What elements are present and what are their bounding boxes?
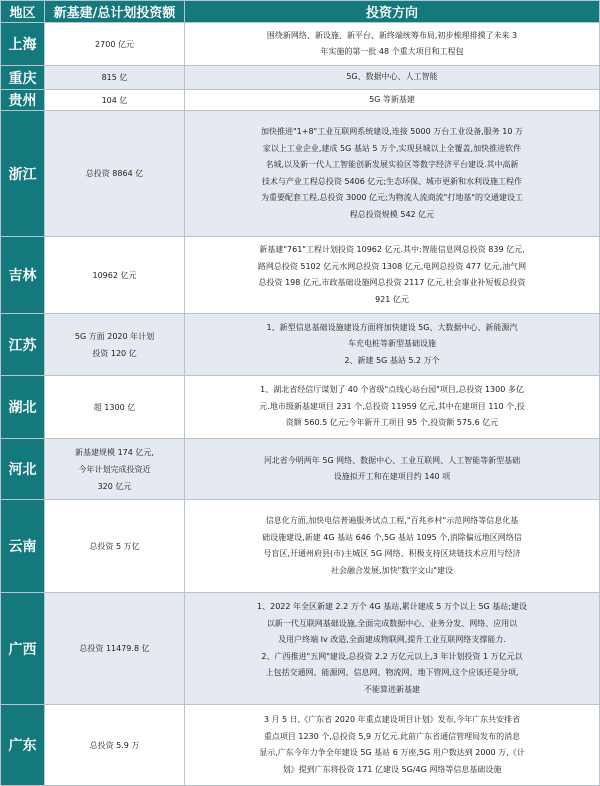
investment-direction-line: 号盲区,开通州府县(市)主城区 5G 网络、积极支持区块链技术应用与经济 (263, 549, 521, 558)
total-investment-line: 815 亿 (101, 73, 128, 82)
investment-direction-line: 不能算进新基建 (364, 684, 420, 694)
investment-direction-line: 2、新建 5G 基站 5.2 万个 (344, 355, 440, 365)
total-investment-cell (45, 90, 185, 111)
investment-direction-line: 1、2022 年全区新建 2.2 万个 4G 基站,累计建成 5 万个以上 5G 基站;建设 (257, 602, 527, 611)
total-investment-line: 320 亿元 (97, 481, 132, 491)
table-row (1, 111, 600, 237)
total-investment-cell (45, 23, 185, 66)
investment-direction-line: 路网总投资 5102 亿元水网总投资 1308 亿元,电网总投资 477 亿元,油气网 (257, 261, 527, 271)
total-investment-line: 超 1300 亿 (93, 402, 136, 412)
table-row (1, 593, 600, 705)
table-row (1, 705, 600, 786)
header-total-investment: 新基建/总计划投资额 (45, 1, 185, 23)
total-investment-line: 总投资 11479.8 亿 (79, 644, 150, 653)
investment-direction-cell (185, 593, 600, 705)
investment-direction-line: 重点项目 1230 个,总投资 5,9 万亿元.此前广东省通信管理局发布的消息 (263, 731, 521, 741)
investment-direction-line: 河北省今明两年 5G 网络、数据中心、工业互联网、人工智能等新型基础 (263, 455, 521, 465)
investment-direction-line: 设施拟开工和在建项目约 140 项 (333, 472, 451, 481)
region-cell: 重庆 (1, 66, 45, 90)
region-cell: 贵州 (1, 90, 45, 111)
table-row (1, 314, 600, 376)
region-cell: 河北 (1, 439, 45, 500)
investment-direction-line: 3 月 5 日,《广东省 2020 年重点建设项目计划》发布,今年广东共安排省 (263, 715, 521, 724)
investment-direction-line: 划》提到广东将投资 171 亿建设 5G/4G 网络等信息基础设施 (282, 764, 502, 774)
region-cell: 湖北 (1, 376, 45, 439)
total-investment-line: 104 亿 (101, 95, 128, 105)
investment-direction-cell (185, 90, 600, 111)
table-row (1, 90, 600, 111)
total-investment-cell (45, 111, 185, 237)
investment-direction-cell (185, 705, 600, 786)
investment-direction-cell (185, 376, 600, 439)
investment-direction-cell (185, 66, 600, 90)
investment-direction-line: 为重要配套工程,总投资 3000 亿元;为物流人流商流"打地基"的交通建设工 (260, 193, 524, 202)
total-investment-cell (45, 66, 185, 90)
total-investment-line: 投资 120 亿 (92, 348, 137, 358)
investment-direction-line: 资额 560.5 亿元;今年新开工项目 95 个,投资额 575.6 亿元 (285, 418, 499, 428)
investment-direction-cell (185, 23, 600, 66)
table-row (1, 237, 600, 314)
table-header-row (1, 1, 600, 23)
total-investment-line: 总投资 5.9 万 (89, 740, 140, 750)
investment-direction-cell (185, 237, 600, 314)
investment-direction-line: 年实施的第一批 48 个重大项目和工程包 (320, 47, 464, 56)
region-cell: 广西 (1, 593, 45, 705)
investment-direction-line: 程总投资规模 542 亿元 (349, 209, 435, 219)
total-investment-line: 5G 方面 2020 年计划 (74, 331, 155, 341)
total-investment-line: 10962 亿元 (92, 270, 137, 280)
total-investment-cell (45, 376, 185, 439)
total-investment-line: 总投资 8864 亿 (85, 169, 144, 178)
total-investment-cell (45, 314, 185, 376)
investment-direction-cell (185, 111, 600, 237)
investment-direction-line: 以新一代互联网基础设施,全面完成数据中心、业务分发、网络、应用以 (266, 618, 518, 628)
region-cell: 广东 (1, 705, 45, 786)
investment-direction-line: 础设施建设,新建 4G 基站 646 个,5G 基站 1095 个,消除偏远地区网络信 (262, 532, 522, 542)
investment-direction-line: 921 亿元 (375, 294, 409, 304)
investment-direction-cell (185, 500, 600, 593)
total-investment-line: 总投资 5 万亿 (89, 541, 140, 551)
total-investment-cell (45, 500, 185, 593)
region-cell: 云南 (1, 500, 45, 593)
investment-direction-line: 新基建"761"工程计划投资 10962 亿元.其中:智能信息网总投资 839 亿元, (259, 245, 525, 254)
total-investment-cell (45, 593, 185, 705)
investment-direction-line: 显示,广东今年力争全年建设 5G 基站 6 万座,5G 用户数达到 2000 万,《计 (259, 748, 525, 757)
table-row (1, 500, 600, 593)
investment-direction-line: 技术与产业工程总投资 5406 亿元;生态环保、城市更新和水利设施工程作 (261, 176, 523, 186)
table-row (1, 66, 600, 90)
investment-direction-line: 5G 等新基建 (369, 94, 415, 104)
region-cell: 浙江 (1, 111, 45, 237)
table-row (1, 439, 600, 500)
region-cell: 江苏 (1, 314, 45, 376)
table-row (1, 376, 600, 439)
investment-direction-cell (185, 439, 600, 500)
investment-direction-line: 围绕新网络、新设施、新平台、新终端统筹布局,初步梳理排摸了未来 3 (266, 30, 518, 40)
investment-direction-line: 2、广西推进"五网"建设,总投资 2.2 万亿元以上,3 年计划投资 1 万亿元以 (261, 651, 523, 661)
total-investment-line: 新基建规模 174 亿元, (75, 447, 154, 457)
investment-direction-line: 1、新型信息基础设施建设方面将加快建设 5G、大数据中心、新能源汽 (266, 322, 518, 332)
total-investment-line: 2700 亿元 (95, 39, 134, 49)
investment-direction-line: 上包括交通网、能源网、信息网、物流网、地下管网,这个应该还是分项, (265, 668, 519, 677)
investment-direction-line: 5G、数据中心、人工智能 (346, 72, 438, 82)
total-investment-line: 今年计划完成投资近 (78, 464, 151, 474)
header-region: 地区 (1, 1, 45, 23)
header-investment-direction: 投资方向 (185, 1, 600, 23)
investment-direction-line: 车充电桩等新型基础设施 (348, 339, 436, 349)
investment-direction-line: 加快推进"1+8"工业互联网系统建设,连接 5000 万台工业设备,服务 10 万 (260, 127, 524, 136)
investment-direction-line: 社会融合发展,加快"数字文山"建设 (331, 565, 453, 575)
investment-direction-cell (185, 314, 600, 376)
investment-direction-line: 家以上工业企业,建成 5G 基站 5 万个,实现县城以上全覆盖,加快推进软件 (262, 143, 522, 153)
investment-direction-line: 及用户终端 Iv 改造,全面建成物联网,提升工业互联网络支撑能力. (278, 635, 506, 644)
investment-direction-line: 总投资 198 亿元,市政基础设施网总投资 2117 亿元,社会事业补短板总投资 (258, 278, 526, 287)
investment-direction-line: 1、湖北省经信厅谋划了 40 个省级"点线心站台园"项目,总投资 1300 多亿 (260, 385, 524, 395)
total-investment-cell (45, 705, 185, 786)
region-cell: 上海 (1, 23, 45, 66)
total-investment-cell (45, 237, 185, 314)
total-investment-cell (45, 439, 185, 500)
table-row (1, 23, 600, 66)
investment-direction-line: 信息化方面,加快电信普遍服务试点工程,"百兆乡村"示范网络等信息化基 (265, 516, 519, 525)
investment-direction-line: 名城,以及新一代人工智能创新发展实验区等数字经济平台建设.其中高新 (265, 160, 519, 169)
investment-direction-line: 元.地市级新基建项目 231 个,总投资 11959 亿元,其中在建项目 110 个,投 (259, 401, 525, 411)
region-cell: 吉林 (1, 237, 45, 314)
